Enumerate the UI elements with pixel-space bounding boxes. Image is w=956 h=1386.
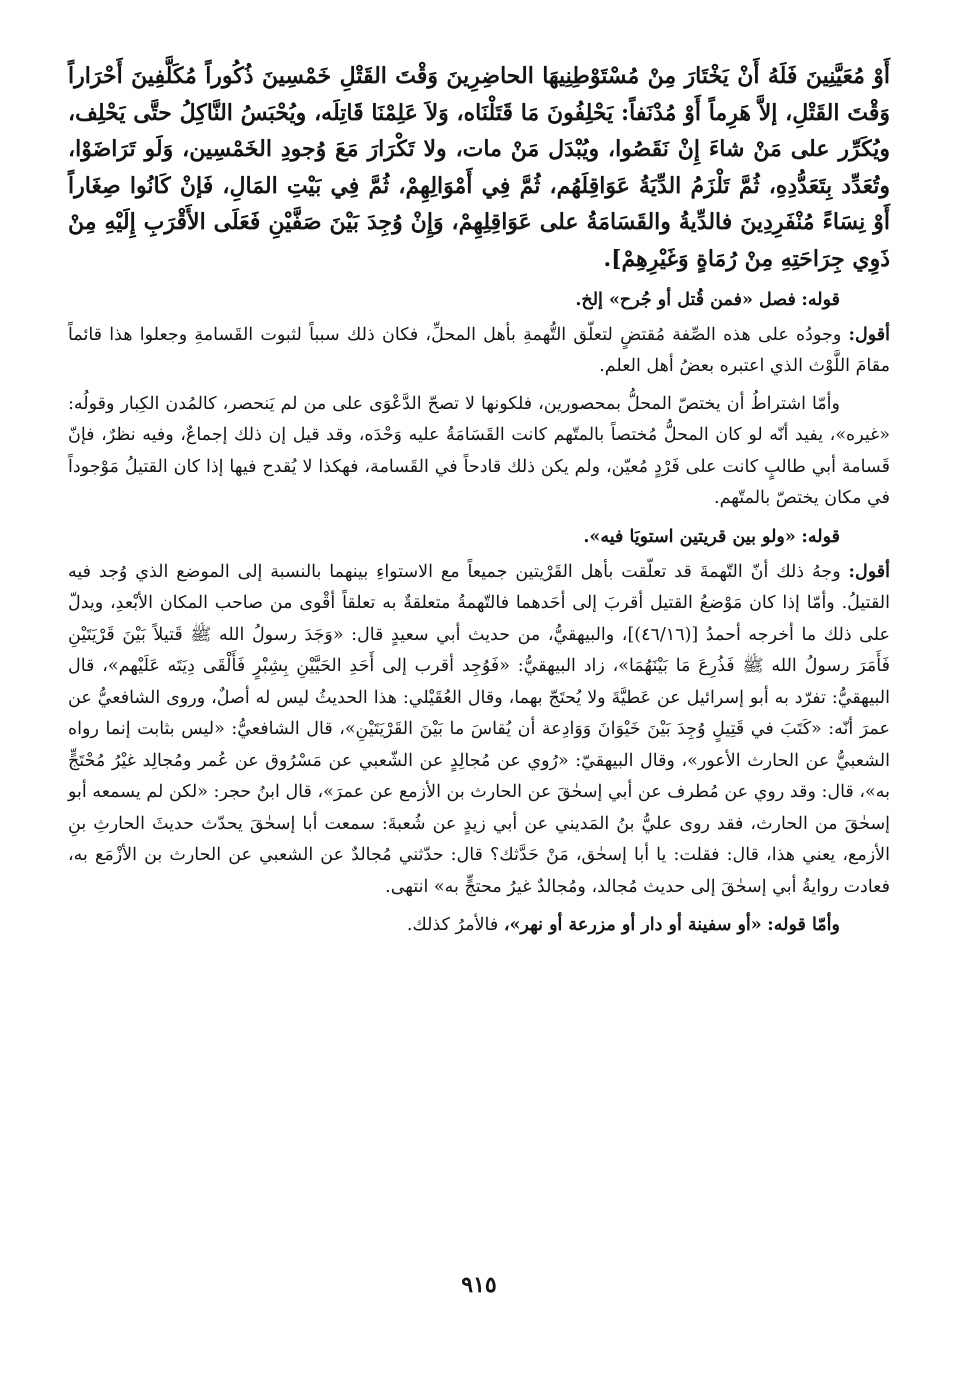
document-page [68, 58, 890, 1368]
qawl-quote-1: فصل «فمن قُتل أو جُرح» إلخ. [575, 289, 796, 310]
qawl-heading-2 [68, 521, 890, 553]
final-qawl-line [68, 909, 890, 941]
aqul-label-2: أقول: [848, 561, 890, 582]
page-number: ٩١٥ [461, 1272, 497, 1298]
explanation-paragraph: وأمّا اشتراطُ أن يختصّ المحلُّ بمحصورين، فلكونها لا تصحّ الدَّعْوَى على من لم يَنحصر، كالمُدن الكِبار وقولُه: «غيره»، يفيد أنّه لو كان المحلُّ مُختصاً بالمتّهم كانت القَسَامَةُ عليه وَحْدَه، وقد قيل إن ذلك إجماعٌ، وفيه نظرٌ، فإنّ قَسامة أبي طالبٍ كانت على فَرْدٍ مُعيّن، ولم يكن ذلك قادحاً في القَسامة، فهكذا لا يُقدح فيها إذا كان القتيلُ مَوْجوداً في مكان يختصّ بالمتّهم. [68, 393, 890, 509]
qawl-quote-2: «ولو بين قريتين استويَا فيه». [583, 526, 796, 547]
final-qawl-quote: «أو سفينة أو دار أو مزرعة أو نهر»، [503, 915, 762, 936]
qawl-heading-1 [68, 284, 890, 316]
final-qawl-label: وأمّا قوله: [767, 915, 840, 936]
final-qawl-tail: فالأمرُ كذلك. [406, 915, 499, 936]
aqul-label-1: أقول: [848, 324, 890, 345]
matn-text: أَوْ مُعَيَّنِينَ فَلَهُ أَنْ يَخْتَارَ مِنْ مُسْتَوْطِنِيهَا الحاضِرِينَ وَقْتَ القَتْلِ خَمْسِينَ ذُكُوراً مُكَلَّفِينَ أَحْرَاراً وَقْتَ القَتْلِ، إلاَّ هَرِماً أَوْ مُدْنَفاً: يَحْلِفُونَ مَا قَتَلْنَاه، وَلاَ عَلِمْنَا قَاتِلَه، ويُحْبَسُ النَّاكِلُ حتَّى يَحْلِف، ويُكَرِّر على مَنْ شاءَ إِنْ نَقَصُوا، ويُبْدَل مَنْ مات، ولا تَكْرَارَ مَعَ وُجودِ الخَمْسِين، وَلَو تَرَاضَوْا، وتُعَدِّد بِتَعَدُّدِهِ، ثُمَّ تَلْزَمُ الدِّيَةُ عَوَاقِلَهُم، ثُمَّ فِي أَمْوَالِهِمْ، ثُمَّ فِي بَيْتِ المَالِ، فَإنْ كَانُوا صِغَاراً أَوْ نِسَاءً مُنْفَرِدِينَ فالدِّيةُ والقَسَامَةُ على عَوَاقِلِهِمْ، وَإِنْ وُجِدَ بَيْنَ صَفَّيْنِ فَعَلَى الأَقْرَبِ إِلَيْهِ مِنْ ذَوِي جِرَاحَتِهِ مِنْ رُمَاةٍ وَغَيْرِهِمْ]. [68, 63, 890, 272]
qawl-label-1: قوله: [801, 289, 840, 310]
qawl-label-2: قوله: [801, 526, 840, 547]
aqul-body-2: وجهُ ذلك أنّ التّهمةَ قد تعلّقت بأهل القَرْيتين جميعاً مع الاستواءِ بينهما بالنسبة إلى الموضع الذي وُجد فيه القتيلُ. وأمّا إذا كان مَوْضعُ القتيل أقربَ إلى أحَدهما فالتّهمةُ متعلقةٌ به تعلقاً أقْوى من صاحب المكان الأبْعدِ، ويدلّ على ذلك ما أخرجه أحمدُ [(٤٦/١٦)]، والبيهقيُّ، من حديث أبي سعيدٍ قال: «وَجَدَ رسولُ الله ﷺ قَتيلاً بَيْنَ قَرْيَتَيْنِ فَأَمَرَ رسولُ الله ﷺ فَذُرِعَ مَا بَيْنَهُمَا»، زاد البيهقيُّ: «فَوُجِد أقرب إلى أَحَدِ الحَيَّيْنِ بِشِبْرٍ فَأَلْقَى دِيَتَه عَلَيْهم»، قال البيهقيُّ: تفرّد به أبو إسرائيل عن عَطيَّةَ ولا يُحتَجّ بهما، وقال العُقَيْلي: هذا الحديثُ ليس له أصلٌ، وروى الشافعيُّ عن عمرَ أنّه: «كَتَبَ في قَتِيلٍ وُجِدَ بَيْنَ خَيْوَانَ وَوَادِعة أن يُقاسَ ما بَيْنَ القَرْيَتَيْنِ»، قال الشافعيُّ: «ليس بثابت إنما رواه الشعبيُّ عن الحارث الأعور»، وقال البيهقيّ: «رُوي عن مُجالِدٍ عن الشّعبي عن مَسْرُوق عن عُمر ومُجالِد غيْرُ مُحْتَجٍّ به»، قال: وقد روي عن مُطرف عن أبي إسحٰقَ عن الحارث بن الأزمع عن عمرَ»، قال ابنُ حجر: «لكن لم يسمعه أبو إسحٰقَ من الحارث، فقد روى عليُّ بنُ المَديني عن أبي زيدٍ عن شُعبةَ: سمعت أبا إسحٰقَ يحدّث حديثَ الحارثِ بنِ الأزمع، يعني هذا، قال: فقلت: يا أبا إسحٰق، مَنْ حَدَّثك؟ قال: حدّثني مُجالدٌ عن الشعبي عن الحارث بن الأزْمَع به، فعادت روايةُ أبي إسحٰقَ إلى حديث مُجالد، ومُجالدٌ غيرُ محتجٍّ به» انتهى. [68, 561, 891, 897]
aqul-body-1: وجودُه على هذه الصِّفة مُقتضٍ لتعلّق التُّهمةِ بأهل المحلِّ، فكان ذلك سبباً لثبوت القَسامةِ وجعلوا هذا قائماً مقامَ اللَّوْث الذي اعتبره بعضُ أهل العلم. [68, 324, 890, 377]
aqul-paragraph-2 [68, 557, 890, 904]
aqul-paragraph-1 [68, 320, 890, 383]
